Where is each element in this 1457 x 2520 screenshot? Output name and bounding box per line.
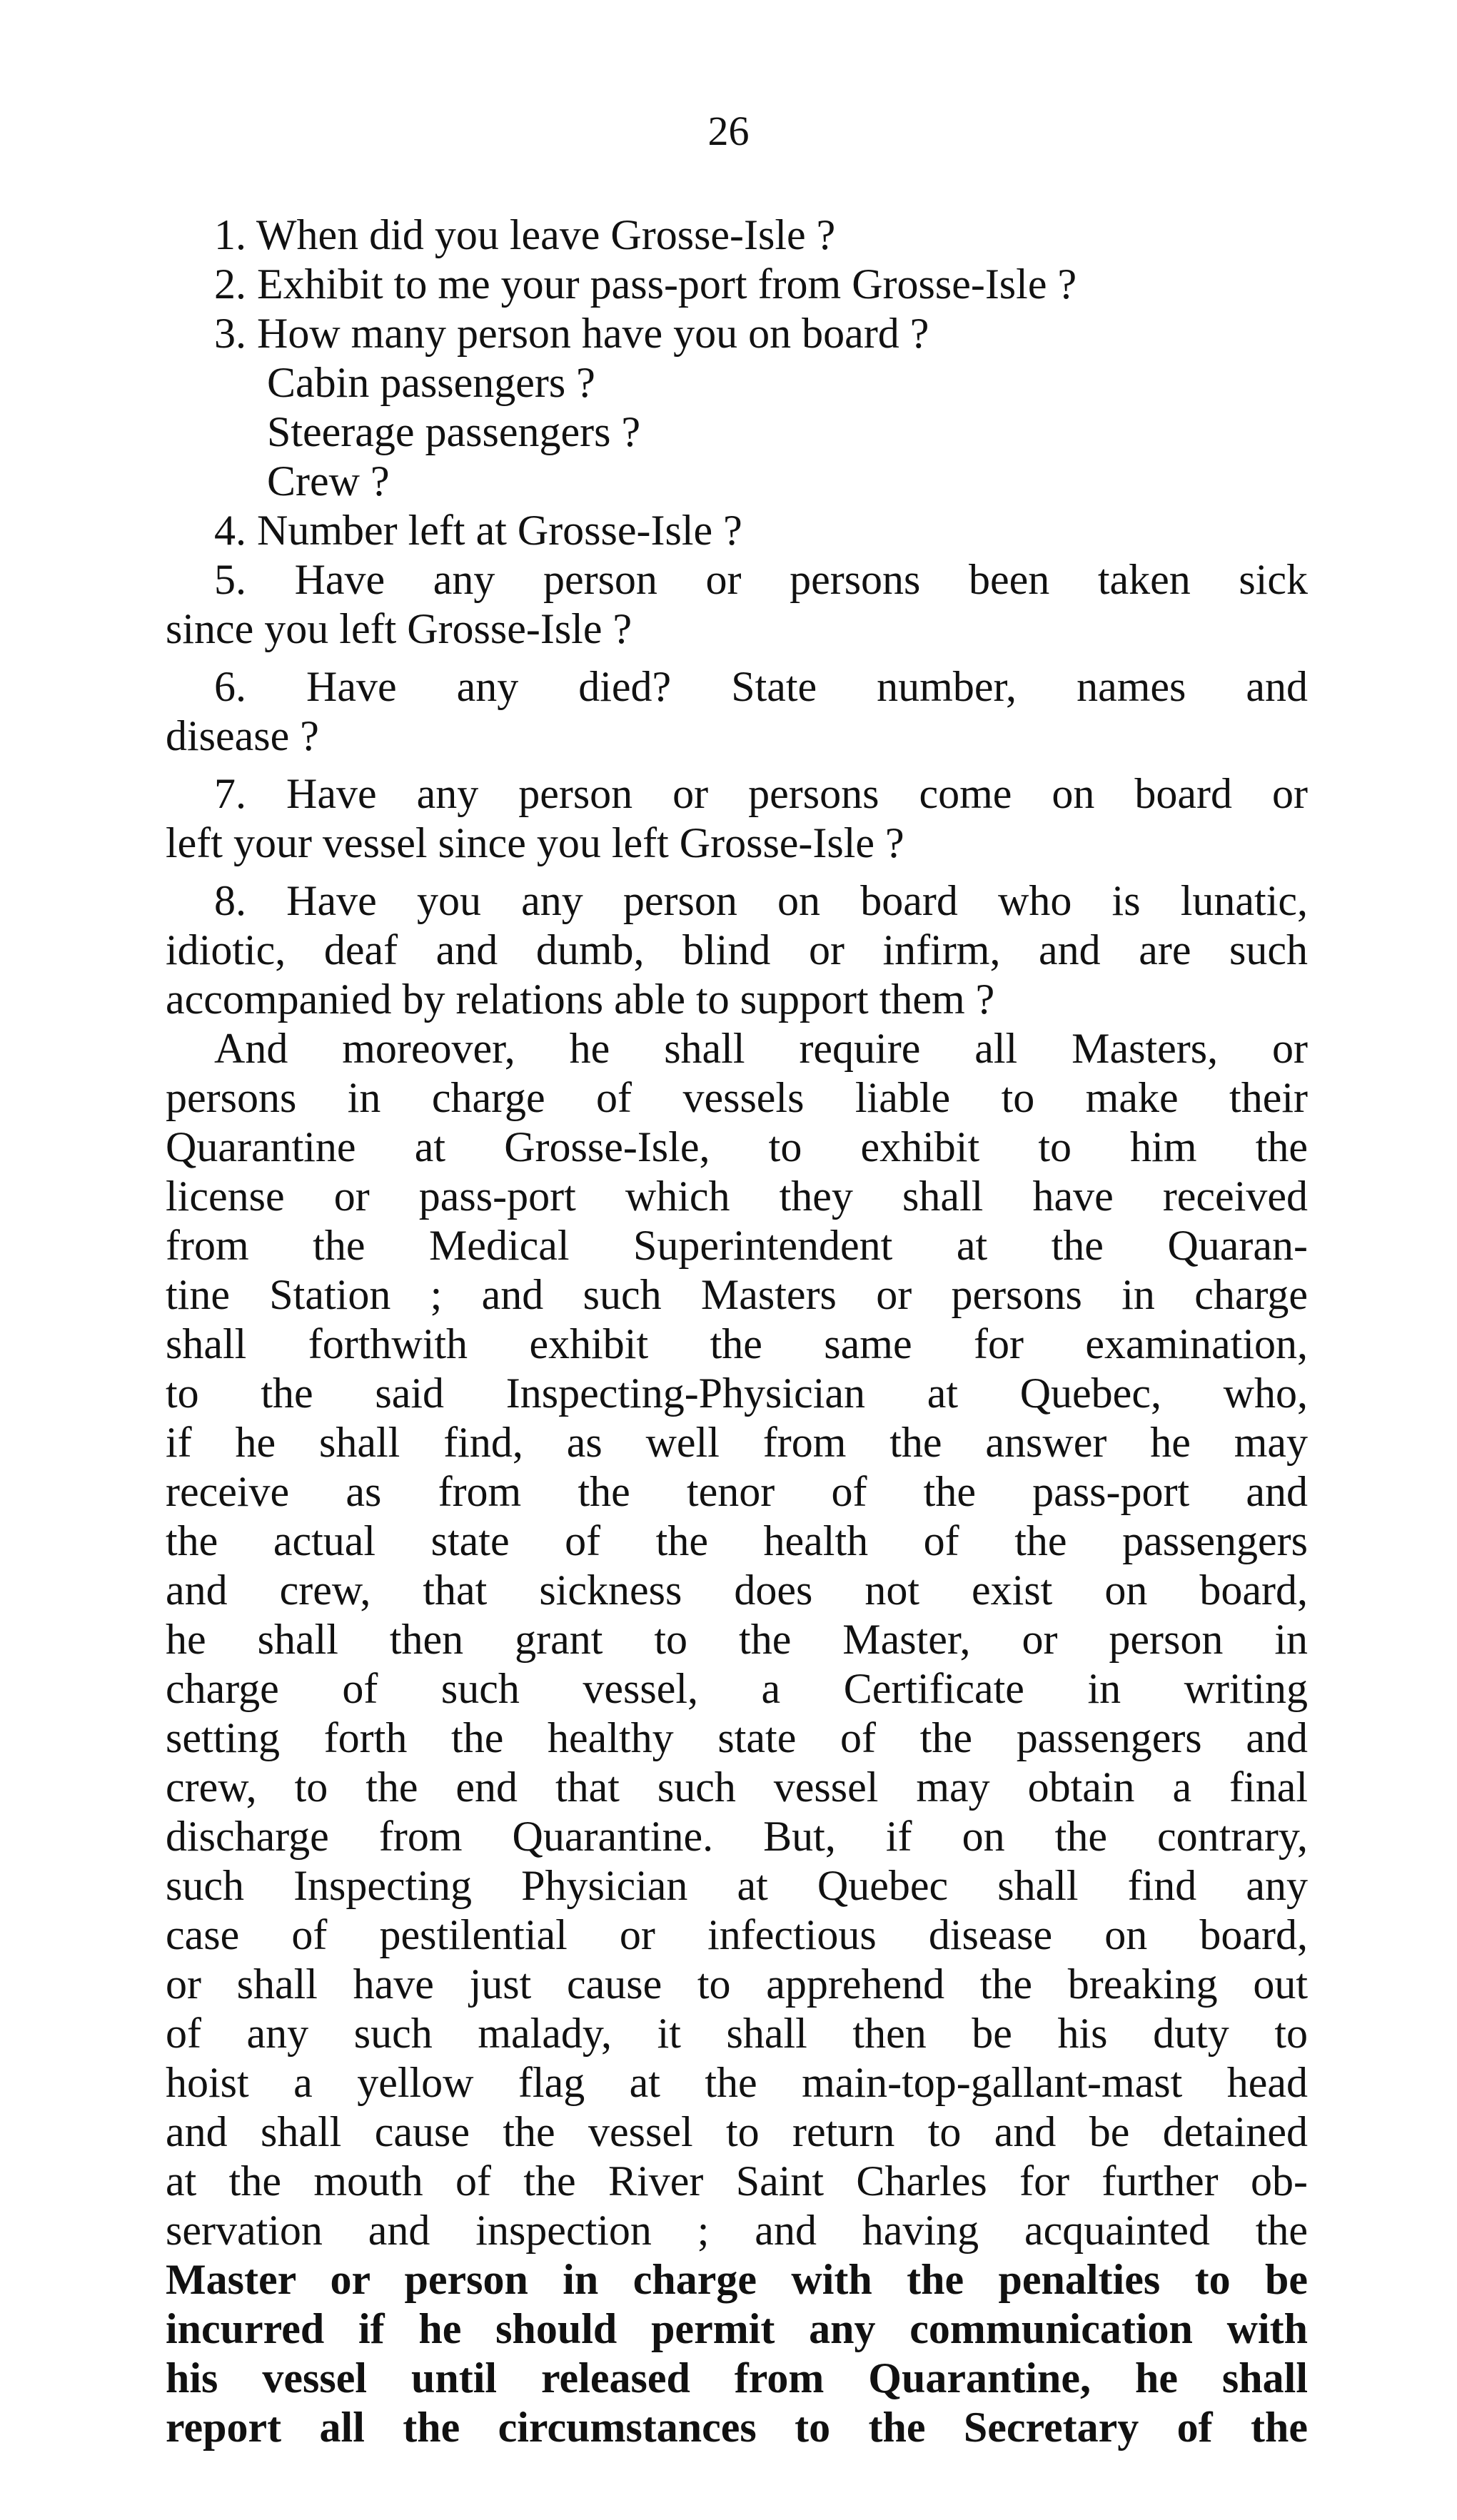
paragraph-line: discharge from Quarantine. But, if on the contrary, (166, 1813, 1308, 1860)
paragraph-line: shall forthwith exhibit the same for examination, (166, 1320, 1308, 1367)
paragraph-line: servation and inspection ; and having acquainted the (166, 2207, 1308, 2254)
question-7-line-1: 7. Have any person or persons come on board or (214, 770, 1308, 817)
question-5 (166, 555, 1308, 654)
paragraph-line: such Inspecting Physician at Quebec shall find any (166, 1862, 1308, 1909)
paragraph-line: the actual state of the health of the passengers (166, 1517, 1308, 1564)
question-6-line-1: 6. Have any died? State number, names and (214, 663, 1308, 710)
question-2: 2. Exhibit to me your pass-port from Grosse-Isle ? (214, 260, 1077, 308)
question-8-line-3: accompanied by relations able to support them ? (166, 976, 995, 1023)
question-6-line-2: disease ? (166, 712, 319, 759)
paragraph-line: at the mouth of the River Saint Charles for further ob- (166, 2157, 1308, 2205)
question-3: 3. How many person have you on board ? (214, 310, 929, 357)
paragraph-line: report all the circumstances to the Secretary of the (166, 2404, 1308, 2451)
paragraph-line: persons in charge of vessels liable to make their (166, 1074, 1308, 1121)
question-5-line-1: 5. Have any person or persons been taken sick (214, 556, 1308, 603)
question-3-crew: Crew ? (267, 457, 390, 505)
question-8-line-1: 8. Have you any person on board who is lunatic, (214, 877, 1308, 924)
question-4: 4. Number left at Grosse-Isle ? (214, 507, 742, 554)
paragraph-line: Quarantine at Grosse-Isle, to exhibit to him the (166, 1123, 1308, 1170)
paragraph-line: receive as from the tenor of the pass-port and (166, 1468, 1308, 1515)
paragraph-line: license or pass-port which they shall have received (166, 1173, 1308, 1220)
page-number: 26 (707, 108, 750, 154)
paragraph-line: hoist a yellow flag at the main-top-gallant-mast head (166, 2059, 1308, 2106)
paragraph-line: he shall then grant to the Master, or person in (166, 1616, 1308, 1663)
question-8 (166, 876, 1308, 1024)
paragraph-line: his vessel until released from Quarantine, he shall (166, 2354, 1308, 2402)
paragraph-line: and shall cause the vessel to return to and be detained (166, 2108, 1308, 2155)
question-3-cabin: Cabin passengers ? (267, 359, 595, 406)
question-1: 1. When did you leave Grosse-Isle ? (214, 211, 836, 258)
paragraph-line: tine Station ; and such Masters or persons in charge (166, 1271, 1308, 1318)
paragraph-line: case of pestilential or infectious disease on board, (166, 1911, 1308, 1958)
question-7 (166, 769, 1308, 868)
paragraph-line: to the said Inspecting-Physician at Quebec, who, (166, 1370, 1308, 1417)
paragraph-line: charge of such vessel, a Certificate in writing (166, 1665, 1308, 1712)
paragraph-line: crew, to the end that such vessel may obtain a final (166, 1764, 1308, 1811)
question-7-line-2: left your vessel since you left Grosse-Isle ? (166, 819, 904, 866)
question-6 (166, 662, 1308, 761)
question-3-steerage: Steerage passengers ? (267, 408, 641, 455)
paragraph-line: if he shall find, as well from the answer he may (166, 1419, 1308, 1466)
paragraph-line: and crew, that sickness does not exist on board, (166, 1567, 1308, 1614)
paragraph-line: incurred if he should permit any communication with (166, 2305, 1308, 2352)
paragraph-line: And moreover, he shall require all Masters, or (214, 1025, 1308, 1072)
question-5-line-2: since you left Grosse-Isle ? (166, 605, 632, 652)
paragraph-line: of any such malady, it shall then be his duty to (166, 2010, 1308, 2057)
paragraph-line: or shall have just cause to apprehend the breaking out (166, 1960, 1308, 2008)
main-paragraph (166, 1024, 1308, 2452)
paragraph-line: from the Medical Superintendent at the Quaran- (166, 1222, 1308, 1269)
paragraph-line: Master or person in charge with the penalties to be (166, 2256, 1308, 2303)
paragraph-line: setting forth the healthy state of the passengers and (166, 1714, 1308, 1761)
question-8-line-2: idiotic, deaf and dumb, blind or infirm, and are such (166, 926, 1308, 973)
body-text (166, 211, 1308, 2452)
